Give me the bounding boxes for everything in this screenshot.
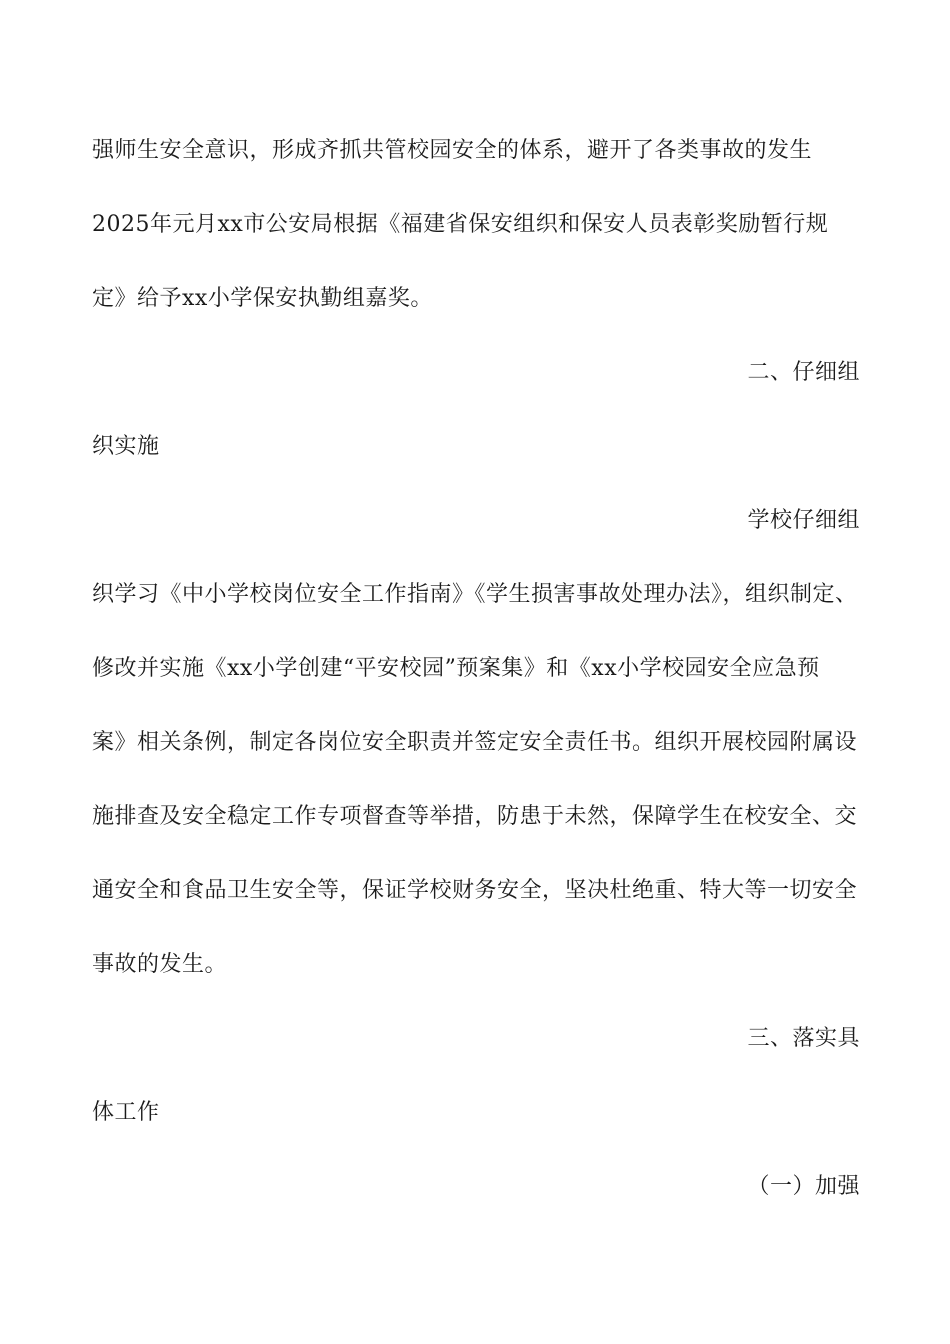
section-heading-part: 二、仔细组 xyxy=(747,360,860,385)
paragraph-line: 案》相关条例，制定各岗位安全职责并签定安全责任书。组织开展校园附属设 xyxy=(92,730,858,755)
paragraph-line: 施排查及安全稳定工作专项督查等举措，防患于未然，保障学生在校安全、交 xyxy=(92,804,858,829)
paragraph-line: 定》给予xx小学保安执勤组嘉奖。 xyxy=(92,286,433,311)
paragraph-line: 学校仔细组 xyxy=(747,508,860,533)
paragraph-line: 修改并实施《xx小学创建“平安校园”预案集》和《xx小学校园安全应急预 xyxy=(92,656,820,681)
section-heading-part: 三、落实具 xyxy=(747,1026,860,1051)
paragraph-line: 事故的发生。 xyxy=(92,952,228,977)
paragraph-line: 织学习《中小学校岗位安全工作指南》《学生损害事故处理办法》，组织制定、 xyxy=(92,582,858,607)
paragraph-line: 通安全和食品卫生安全等，保证学校财务安全，坚决杜绝重、特大等一切安全 xyxy=(92,878,858,903)
section-heading-part: 体工作 xyxy=(92,1100,160,1125)
paragraph-line: 强师生安全意识，形成齐抓共管校园安全的体系，避开了各类事故的发生 xyxy=(92,138,813,163)
paragraph-line: 2025年元月xx市公安局根据《福建省保安组织和保安人员表彰奖励暂行规 xyxy=(92,212,829,237)
section-heading-part: 织实施 xyxy=(92,434,160,459)
subsection-heading-part: （一）加强 xyxy=(747,1174,860,1199)
